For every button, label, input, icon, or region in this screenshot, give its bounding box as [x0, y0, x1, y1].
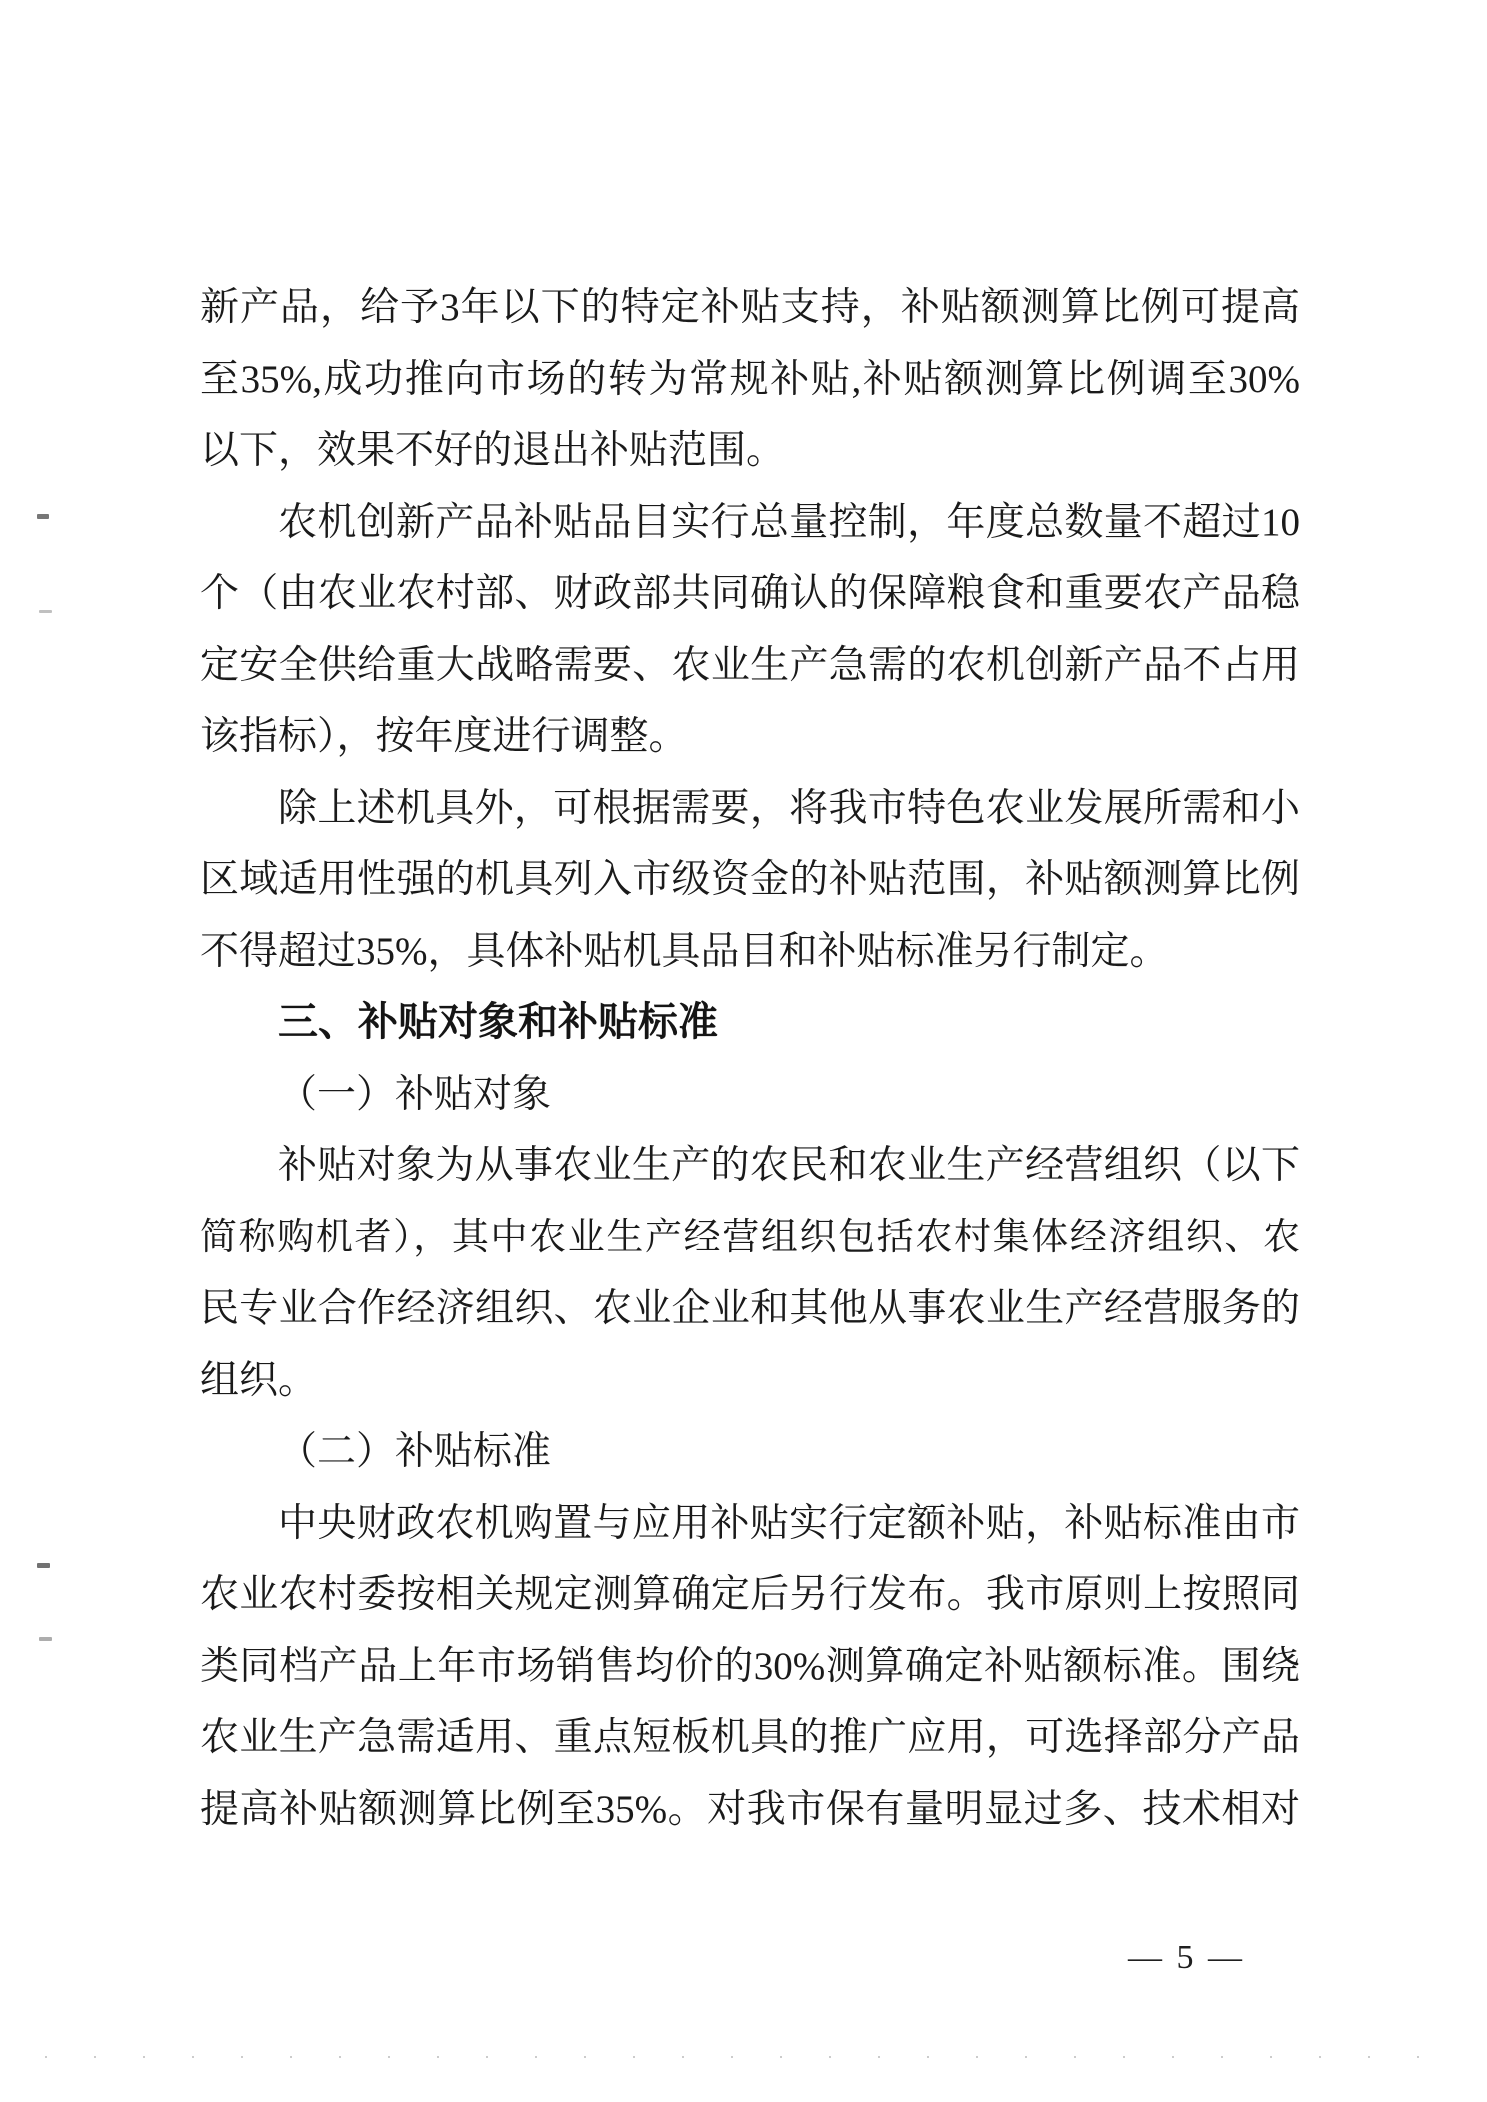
body-line: 以下，效果不好的退出补贴范围。 — [200, 429, 786, 472]
body-line: 民专业合作经济组织、农业企业和其他从事农业生产经营服务的 — [200, 1287, 1300, 1330]
section-heading-3: 三、补贴对象和补贴标准 — [278, 1000, 718, 1044]
body-line: 区域适用性强的机具列入市级资金的补贴范围，补贴额测算比例 — [200, 858, 1300, 901]
body-line: 类同档产品上年市场销售均价的30%测算确定补贴额标准。围绕 — [200, 1644, 1300, 1688]
body-line: 提高补贴额测算比例至35%。对我市保有量明显过多、技术相对 — [200, 1787, 1300, 1831]
body-line: 补贴对象为从事农业生产的农民和农业生产经营组织（以下 — [278, 1144, 1300, 1187]
scan-speck — [39, 1637, 52, 1641]
scan-speck — [37, 1563, 50, 1568]
scan-speck — [39, 610, 52, 613]
body-line: 至35%,成功推向市场的转为常规补贴,补贴额测算比例调至30% — [200, 357, 1300, 401]
body-line: 新产品，给予3年以下的特定补贴支持，补贴额测算比例可提高 — [200, 286, 1300, 329]
body-line: 中央财政农机购置与应用补贴实行定额补贴，补贴标准由市 — [278, 1501, 1300, 1545]
scan-speck — [37, 514, 49, 519]
subsection-heading-3-1: （一）补贴对象 — [278, 1072, 552, 1116]
scan-dotted-line — [45, 2056, 1445, 2058]
body-line: 定安全供给重大战略需要、农业生产急需的农机创新产品不占用 — [200, 643, 1300, 687]
page-number: — 5 — — [1128, 1939, 1245, 1976]
body-line: 组织。 — [200, 1358, 318, 1402]
body-line: 该指标），按年度进行调整。 — [200, 715, 688, 758]
body-line: 不得超过35%，具体补贴机具品目和补贴标准另行制定。 — [200, 929, 1169, 973]
body-line: 农业生产急需适用、重点短板机具的推广应用，可选择部分产品 — [200, 1716, 1300, 1759]
body-line: 除上述机具外，可根据需要，将我市特色农业发展所需和小 — [278, 786, 1300, 830]
body-line: 简称购机者），其中农业生产经营组织包括农村集体经济组织、农 — [200, 1216, 1300, 1258]
document-body — [200, 272, 1300, 1845]
body-line: 个（由农业农村部、财政部共同确认的保障粮食和重要农产品稳 — [200, 572, 1300, 615]
body-line: 农机创新产品补贴品目实行总量控制，年度总数量不超过10 — [278, 500, 1300, 544]
body-line: 农业农村委按相关规定测算确定后另行发布。我市原则上按照同 — [200, 1573, 1300, 1616]
subsection-heading-3-2: （二）补贴标准 — [278, 1430, 552, 1473]
